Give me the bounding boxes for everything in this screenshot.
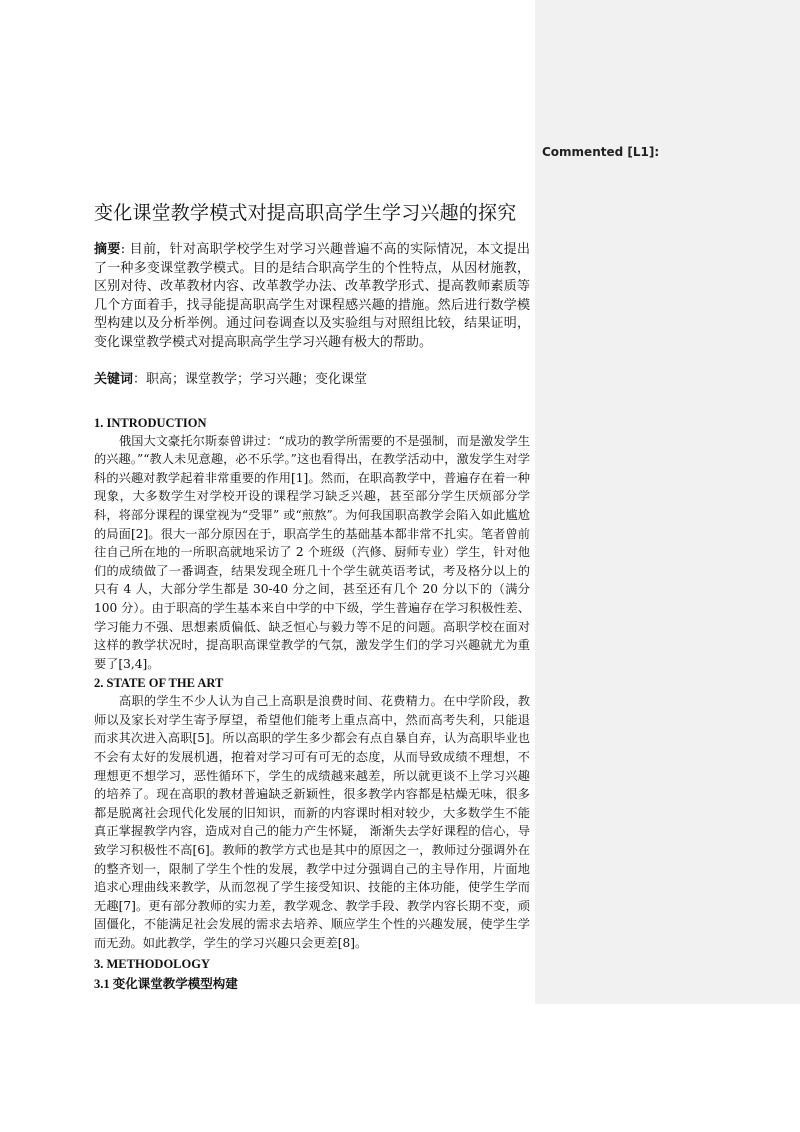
document-page <box>94 200 530 993</box>
keywords <box>94 371 530 389</box>
comment-label[interactable]: Commented [L1]: <box>542 145 660 159</box>
section-heading-introduction: 1. INTRODUCTION <box>94 415 207 430</box>
introduction-paragraph: 俄国大文豪托尔斯泰曾讲过：“成功的教学所需要的不是强制，而是激发学生的兴趣。”“教人未见意趣，必不乐学。”这也看得出，在教学活动中，激发学生对学科的兴趣对教学起着非常重要的作用[1]。然而，在职高教学中，普遍存在着一种现象，大多数学生对学校开设的课程学习缺乏兴趣，甚至部分学生厌烦部分学科，将部分课程的课堂视为“受罪” 或“煎熬”。为何我国职高教学会陷入如此尴尬的局面[2]。很大一部分原因在于，职高学生的基础基本都非常不扎实。笔者曾前往自己所在地的一所职高就地采访了 2 个班级（汽修、厨师专业）学生，针对他们的成绩做了一番调查，结果发现全班几十个学生就英语考试，考及格分以上的只有 4 人，大部分学生都是 30-40 分之间，甚至还有几个 20 分以下的（满分 100 分）。由于职高的学生基本来自中学的中下级，学生普遍存在学习积极性差、学习能力不强、思想素质偏低、缺乏恒心与毅力等不足的问题。高职学校在面对这样的教学状况时，提高职高课堂教学的气氛，激发学生们的学习兴趣就尤为重要了[3,4]。 <box>94 433 530 671</box>
abstract <box>94 241 530 353</box>
state-of-art-paragraph: 高职的学生不少人认为自己上高职是浪费时间、花费精力。在中学阶段，教师以及家长对学生寄予厚望，希望他们能考上重点高中，然而高考失利，只能退而求其次进入高职[5]。所以高职的学生多少都会有点自暴自弃，认为高职毕业也不会有太好的发展机遇，抱着对学习可有可无的态度，从而导致成绩不理想，不理想更不想学习，恶性循环下，学生的成绩越来越差，所以就更谈不上学习兴趣的培养了。现在高职的教材普遍缺乏新颖性，很多教学内容都是枯燥无味，很多都是脱离社会现代化发展的旧知识，而新的内容课时相对较少，大多数学生不能真正掌握教学内容，造成对自己的能力产生怀疑， 渐渐失去学好课程的信心，导致学习积极性不高[6]。教师的教学方式也是其中的原因之一，教师过分强调外在的整齐划一，限制了学生个性的发展，教学中过分强调自己的主导作用，片面地追求心理曲线来教学，从而忽视了学生接受知识、技能的主体功能，使学生学而无趣[7]。更有部分教师的实力差，教学观念、教学手段、教学内容长期不变，顽固僵化，不能满足社会发展的需求去培养、顺应学生个性的兴趣发展，使学生学而无劲。如此教学，学生的学习兴趣只会更差[8]。 <box>94 694 530 950</box>
paper-title: 变化课堂教学模式对提高职高学生学习兴趣的探究 <box>94 202 517 224</box>
keywords-label: 关键词 <box>94 371 134 387</box>
section-heading-state-of-art: 2. STATE OF THE ART <box>94 676 224 691</box>
keywords-text: ：职高；课堂教学；学习兴趣；变化课堂 <box>133 371 368 387</box>
abstract-text: : 目前，针对高职学校学生对学习兴趣普遍不高的实际情况，本文提出了一种多变课堂教学模式。目的是结合职高学生的个性特点，从因材施教，区别对待、改革教材内容、改革教学办法、改革教学形式、提高教师素质等几个方面着手，找寻能提高职高学生对课程感兴趣的措施。然后进行数学模型构建以及分析举例。通过问卷调查以及实验组与对照组比较，结果证明，变化课堂教学模式对提高职高学生学习兴趣有极大的帮助。 <box>94 242 530 350</box>
abstract-label: 摘要 <box>94 242 121 257</box>
section-heading-methodology: 3. METHODOLOGY <box>94 956 210 971</box>
subsection-heading-3-1: 3.1 变化课堂教学模型构建 <box>94 976 238 991</box>
